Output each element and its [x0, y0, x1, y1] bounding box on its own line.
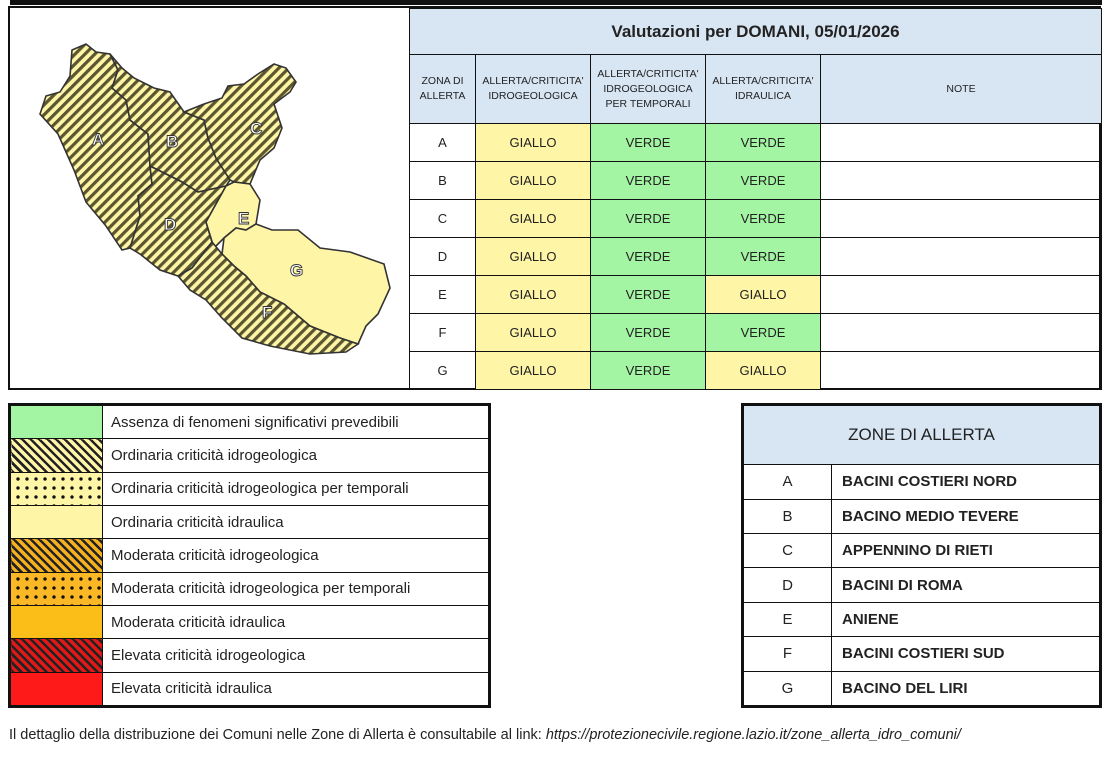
note-cell: [821, 200, 1102, 238]
zone-name: BACINI COSTIERI NORD: [832, 465, 1100, 499]
legend-swatch: [11, 639, 103, 672]
idraulica-cell: VERDE: [706, 238, 821, 276]
legend-swatch: [11, 672, 103, 705]
col-header-line: ALLERTA/CRITICITA': [597, 67, 699, 80]
legend-label: Moderata criticità idrogeologica: [103, 539, 489, 572]
legend-item: [11, 605, 489, 638]
legend-item: [11, 639, 489, 672]
col-header-line: ALLERTA/CRITICITA': [712, 75, 814, 87]
legend-label: Ordinaria criticità idrogeologica: [103, 439, 489, 472]
map-label-c: C: [250, 119, 263, 138]
top-border: [10, 0, 1102, 5]
zone-letter: B: [744, 499, 832, 533]
table-row: [410, 162, 1102, 200]
zone-row: [744, 568, 1100, 602]
table-row: [410, 124, 1102, 162]
legend-swatch: [11, 572, 103, 605]
zone-cell: D: [410, 238, 476, 276]
idraulica-cell: VERDE: [706, 314, 821, 352]
zone-row: [744, 637, 1100, 671]
temporali-cell: VERDE: [591, 238, 706, 276]
idrogeologica-cell: GIALLO: [476, 314, 591, 352]
table-row: [410, 314, 1102, 352]
evaluation-table: [409, 8, 1102, 390]
table-row: [410, 352, 1102, 390]
col-header-idraulica: [706, 55, 821, 124]
table-row: [410, 200, 1102, 238]
temporali-cell: VERDE: [591, 162, 706, 200]
legend-label: Ordinaria criticità idrogeologica per temporali: [103, 472, 489, 505]
col-header-line: ALLERTA: [419, 90, 466, 102]
idrogeologica-cell: GIALLO: [476, 238, 591, 276]
zone-letter: A: [744, 465, 832, 499]
zone-letter: G: [744, 671, 832, 705]
idrogeologica-cell: GIALLO: [476, 124, 591, 162]
temporali-cell: VERDE: [591, 200, 706, 238]
zone-list-title: ZONE DI ALLERTA: [744, 406, 1100, 465]
col-header-line: IDROGEOLOGICA: [603, 82, 693, 95]
zone-name: BACINI COSTIERI SUD: [832, 637, 1100, 671]
legend-swatch: [11, 605, 103, 638]
col-header-line: PER TEMPORALI: [605, 97, 691, 110]
legend-label: Moderata criticità idraulica: [103, 605, 489, 638]
temporali-cell: VERDE: [591, 124, 706, 162]
col-header-zona: [410, 55, 476, 124]
temporali-cell: VERDE: [591, 276, 706, 314]
zone-row: [744, 602, 1100, 636]
zone-name: BACINI DI ROMA: [832, 568, 1100, 602]
zone-cell: A: [410, 124, 476, 162]
col-header-line: ZONA DI: [421, 75, 464, 87]
note-cell: [821, 352, 1102, 390]
zone-row: [744, 671, 1100, 705]
legend-label: Elevata criticità idrogeologica: [103, 639, 489, 672]
legend-item: [11, 672, 489, 705]
note-cell: [821, 124, 1102, 162]
legend-swatch: [11, 406, 103, 439]
note-cell: [821, 162, 1102, 200]
col-header-line: NOTE: [946, 82, 976, 95]
footer-note: [9, 727, 961, 743]
map-label-d: D: [164, 215, 177, 234]
legend-item: [11, 439, 489, 472]
zone-list: [741, 403, 1102, 708]
table-row: [410, 238, 1102, 276]
footer-text: Il dettaglio della distribuzione dei Comuni nelle Zone di Allerta è consultabile al link:: [9, 727, 546, 743]
legend-item: [11, 472, 489, 505]
zone-row: [744, 499, 1100, 533]
legend-rows: [11, 406, 489, 706]
note-cell: [821, 314, 1102, 352]
legend: [8, 403, 491, 708]
zone-letter: F: [744, 637, 832, 671]
idrogeologica-cell: GIALLO: [476, 200, 591, 238]
legend-item: [11, 505, 489, 538]
col-header-temporali: [591, 55, 706, 124]
zone-cell: F: [410, 314, 476, 352]
zone-rows: [744, 465, 1100, 706]
col-header-line: IDROGEOLOGICA: [488, 90, 578, 102]
bulletin-panel: [8, 6, 1101, 390]
idrogeologica-cell: GIALLO: [476, 352, 591, 390]
zone-name: APPENNINO DI RIETI: [832, 534, 1100, 568]
temporali-cell: VERDE: [591, 352, 706, 390]
legend-swatch: [11, 472, 103, 505]
map-label-g: G: [290, 261, 304, 280]
legend-label: Elevata criticità idraulica: [103, 672, 489, 705]
idrogeologica-cell: GIALLO: [476, 162, 591, 200]
zone-letter: C: [744, 534, 832, 568]
table-row: [410, 276, 1102, 314]
zone-name: BACINO MEDIO TEVERE: [832, 499, 1100, 533]
zone-cell: G: [410, 352, 476, 390]
note-cell: [821, 238, 1102, 276]
legend-item: [11, 406, 489, 439]
idraulica-cell: VERDE: [706, 200, 821, 238]
evaluation-rows: [410, 124, 1102, 390]
legend-label: Assenza di fenomeni significativi prevedibili: [103, 406, 489, 439]
zone-cell: B: [410, 162, 476, 200]
legend-label: Ordinaria criticità idraulica: [103, 505, 489, 538]
legend-swatch: [11, 539, 103, 572]
zone-cell: E: [410, 276, 476, 314]
zone-row: [744, 534, 1100, 568]
legend-swatch: [11, 505, 103, 538]
legend-item: [11, 572, 489, 605]
note-cell: [821, 276, 1102, 314]
lazio-alert-map: [10, 8, 408, 388]
col-header-line: IDRAULICA: [734, 90, 791, 102]
idraulica-cell: GIALLO: [706, 352, 821, 390]
zone-row: [744, 465, 1100, 499]
legend-label: Moderata criticità idrogeologica per temporali: [103, 572, 489, 605]
idrogeologica-cell: GIALLO: [476, 276, 591, 314]
legend-swatch: [11, 439, 103, 472]
idraulica-cell: VERDE: [706, 162, 821, 200]
map-label-e: E: [238, 209, 250, 228]
evaluation-title: Valutazioni per DOMANI, 05/01/2026: [410, 9, 1102, 55]
col-header-note: [821, 55, 1102, 124]
zone-name: BACINO DEL LIRI: [832, 671, 1100, 705]
zone-name: ANIENE: [832, 602, 1100, 636]
map-label-f: F: [262, 303, 273, 322]
idraulica-cell: GIALLO: [706, 276, 821, 314]
footer-link[interactable]: https://protezionecivile.regione.lazio.it/zone_allerta_idro_comuni/: [545, 727, 961, 743]
zone-letter: E: [744, 602, 832, 636]
zone-letter: D: [744, 568, 832, 602]
zone-cell: C: [410, 200, 476, 238]
map-label-b: B: [166, 132, 179, 151]
legend-item: [11, 539, 489, 572]
col-header-line: ALLERTA/CRITICITA': [482, 75, 584, 87]
map-svg: [10, 8, 408, 388]
temporali-cell: VERDE: [591, 314, 706, 352]
idraulica-cell: VERDE: [706, 124, 821, 162]
map-label-a: A: [92, 130, 105, 149]
col-header-idrogeologica: [476, 55, 591, 124]
